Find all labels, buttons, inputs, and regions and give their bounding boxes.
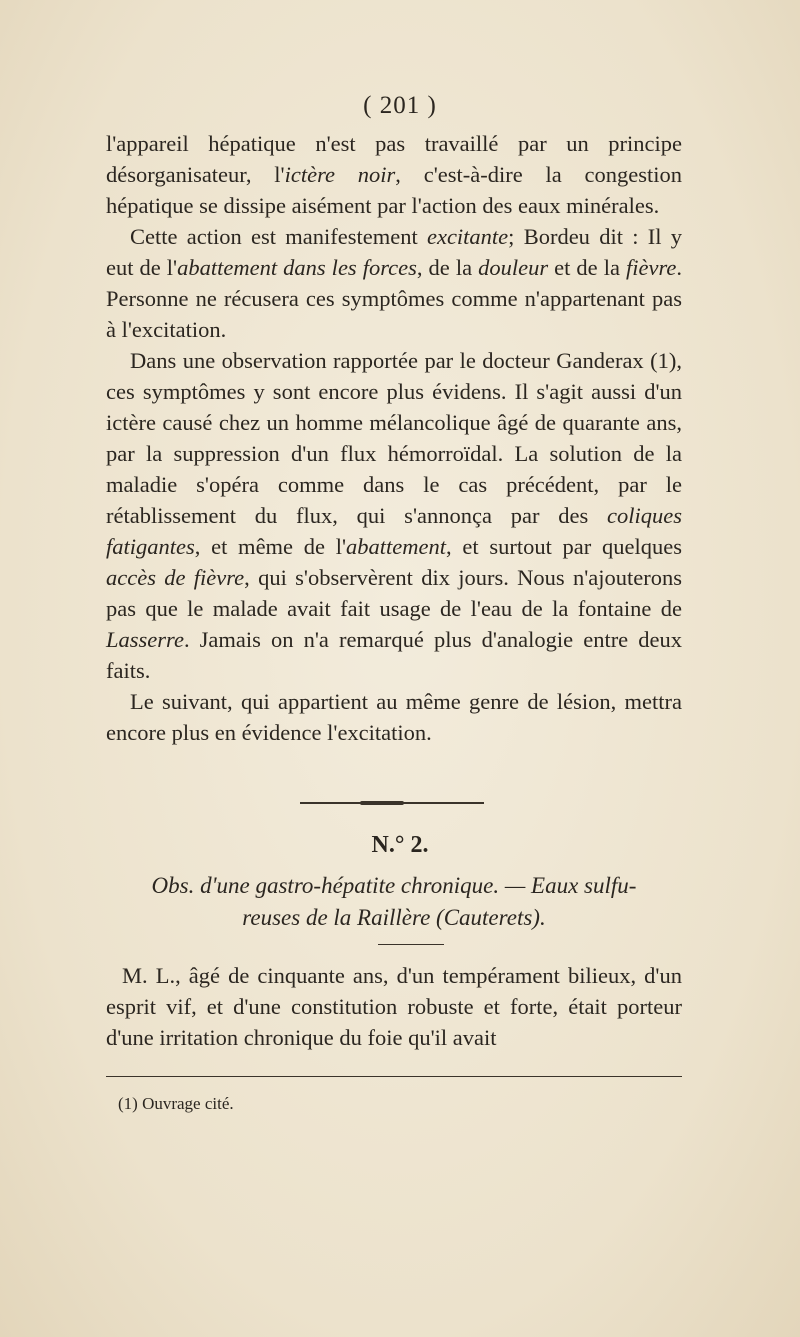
paragraph-1: l'appareil hépatique n'est pas travaillé par un principe désorganisateur, l'ictère noir, c'est-à-dire la congestion hépatique se dissipe aisément par l'action des eaux minérales. bbox=[106, 131, 682, 218]
case-text: M. L., âgé de cinquante ans, d'un tempérament bilieux, d'un esprit vif, et d'une constitution robuste et forte, était porteur d'une irritation chronique du foie qu'il avait bbox=[106, 963, 682, 1050]
paragraph-4: Le suivant, qui appartient au même genre de lésion, mettra encore plus en évidence l'excitation. bbox=[106, 689, 682, 745]
section-number: N.° 2. bbox=[371, 832, 429, 858]
footnote-rule bbox=[106, 1076, 682, 1077]
page-number: ( 201 ) bbox=[363, 92, 437, 119]
paragraph-2: Cette action est manifestement excitante; Bordeu dit : Il y eut de l'abattement dans les forces, de la douleur et de la fièvre. Personne ne récusera ces symptômes comme n'appartenant pas à l'excitation. bbox=[106, 224, 682, 342]
section-divider-ornament bbox=[300, 802, 484, 804]
main-text bbox=[106, 128, 682, 748]
observation-title: Obs. d'une gastro-hépatite chronique. — Eaux sulfu- reuses de la Raillère (Cauterets). bbox=[151, 873, 637, 930]
title-underline bbox=[378, 944, 444, 945]
footnote: (1) Ouvrage cité. bbox=[118, 1094, 234, 1113]
paragraph-3: Dans une observation rapportée par le docteur Ganderax (1), ces symptômes y sont encore plus évidens. Il s'agit aussi d'un ictère causé chez un homme mélancolique âgé de quarante ans, par la suppression d'un flux hémorroïdal. La solution de la maladie s'opéra comme dans le cas précédent, par le rétablissement du flux, qui s'annonça par des coliques fatigantes, et même de l'abattement, et surtout par quelques accès de fièvre, qui s'observèrent dix jours. Nous n'ajouterons pas que le malade avait fait usage de l'eau de la fontaine de Lasserre. Jamais on n'a remarqué plus d'analogie entre deux faits. bbox=[106, 348, 682, 683]
